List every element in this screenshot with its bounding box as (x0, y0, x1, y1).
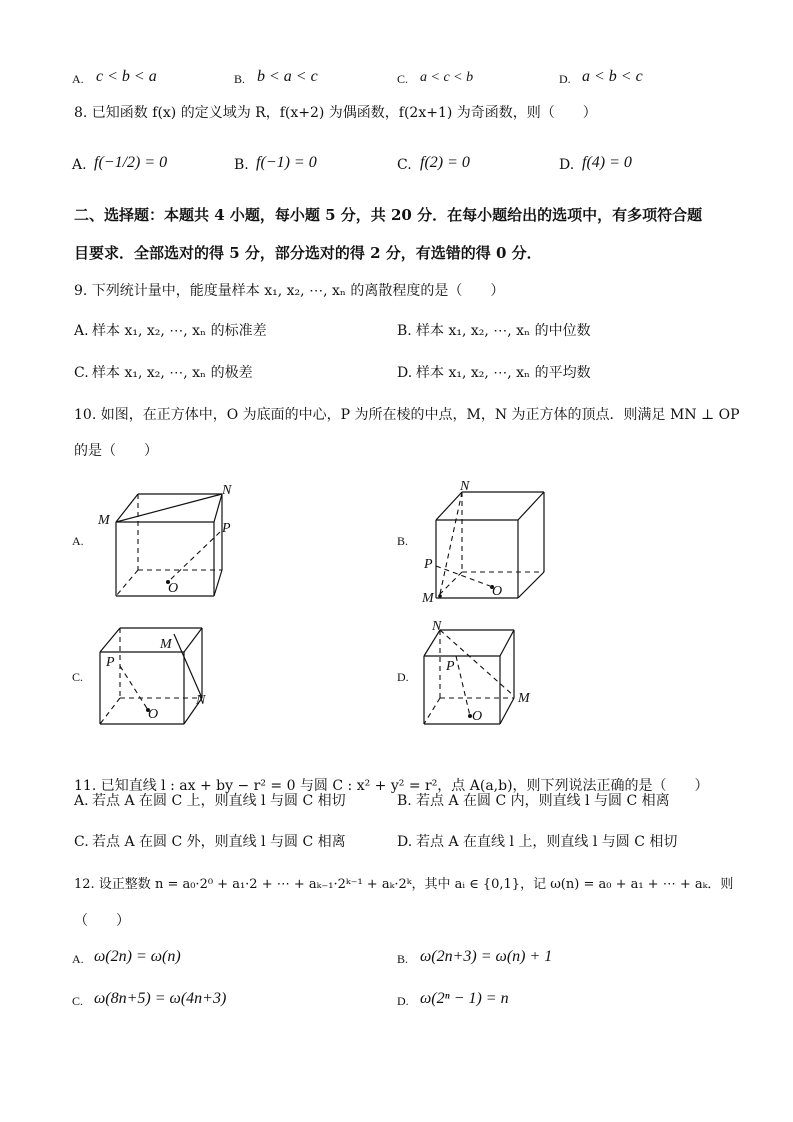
q11-option-d-text: 若点 A 在直线 l 上，则直线 l 与圆 C 相切 (416, 834, 678, 850)
label-o: O (492, 584, 503, 599)
q11-option-a-text: 若点 A 在圆 C 上，则直线 l 与圆 C 相切 (92, 793, 346, 809)
q10-cube-figure-c (90, 620, 240, 730)
q12-option-c-letter: C. (72, 994, 84, 1008)
q8-option-a-letter: A. (72, 157, 87, 173)
q8-option-d-letter: D. (559, 157, 575, 173)
q9-option-d-text: 样本 x₁, x₂, ⋯, xₙ 的平均数 (416, 365, 591, 381)
label-p: P (446, 659, 455, 674)
q12-option-d-letter: D. (397, 994, 409, 1008)
q10-cube-figure-a (90, 480, 250, 605)
q9-option-d: D. (397, 365, 413, 381)
q10-stem-line1: 10. 如图，在正方体中，O 为底面的中心，P 为所在棱的中点，M，N 为正方体的顶点．则满足 MN ⊥ OP (74, 407, 740, 423)
label-n: N (460, 479, 470, 494)
label-m: M (422, 591, 434, 606)
q8-option-b-letter: B. (234, 157, 249, 173)
q8-option-d-text: f(4) = 0 (582, 154, 632, 171)
q12-stem-line1: 12. 设正整数 n = a₀·2⁰ + a₁·2 + ⋯ + aₖ₋₁·2ᵏ⁻¹ + aₖ·2ᵏ，其中 aᵢ ∈ {0,1}，记 ω(n) = a₀ + a₁ + ⋯ + aₖ．则 (74, 877, 734, 892)
label-p: P (424, 557, 433, 572)
q10-figure-a-letter: A. (72, 534, 84, 548)
q10-cube-figure-d (410, 616, 560, 726)
q9-option-a: A. (74, 323, 89, 339)
label-o: O (168, 581, 179, 596)
q11-option-a: A. (74, 793, 89, 809)
q12-option-c-text: ω(8n+5) = ω(4n+3) (94, 990, 227, 1007)
label-m: M (98, 513, 110, 528)
q7-option-c-letter: C. (397, 72, 409, 86)
label-n: N (432, 619, 442, 634)
q7-option-d-text: a < b < c (582, 68, 643, 85)
label-p: P (106, 655, 115, 670)
q7-option-b-letter: B. (234, 72, 246, 86)
label-o: O (148, 707, 159, 722)
q9-option-a-text: 样本 x₁, x₂, ⋯, xₙ 的标准差 (92, 323, 267, 339)
q11-option-b-text: 若点 A 在圆 C 内，则直线 l 与圆 C 相离 (416, 793, 670, 809)
label-m: M (518, 691, 530, 706)
q10-figure-d-letter: D. (397, 670, 409, 684)
q10-figure-c-letter: C. (72, 670, 84, 684)
label-n: N (222, 483, 232, 498)
q12-option-d-text: ω(2ⁿ − 1) = n (420, 990, 509, 1007)
label-n: N (196, 693, 206, 708)
q12-option-a-letter: A. (72, 952, 84, 966)
q9-stem: 9. 下列统计量中，能度量样本 x₁, x₂, ⋯, xₙ 的离散程度的是（ ） (74, 283, 505, 299)
q11-option-d: D. (397, 834, 413, 850)
label-o: O (472, 709, 483, 724)
q11-option-b: B. (397, 793, 412, 809)
q11-option-c-text: 若点 A 在圆 C 外，则直线 l 与圆 C 相离 (92, 834, 346, 850)
q9-option-b-text: 样本 x₁, x₂, ⋯, xₙ 的中位数 (416, 323, 591, 339)
q12-option-a-text: ω(2n) = ω(n) (94, 948, 181, 965)
q7-option-b-text: b < a < c (257, 68, 318, 85)
q8-option-a-text: f(−1/2) = 0 (94, 154, 168, 171)
q8-option-b-text: f(−1) = 0 (256, 154, 317, 171)
q7-option-a-text: c < b < a (96, 68, 157, 85)
q12-option-b-letter: B. (397, 952, 409, 966)
q9-option-b: B. (397, 323, 412, 339)
q8-option-c-letter: C. (397, 157, 412, 173)
q9-option-c-text: 样本 x₁, x₂, ⋯, xₙ 的极差 (92, 365, 253, 381)
section2-heading-line1: 二、选择题：本题共 4 小题，每小题 5 分，共 20 分．在每小题给出的选项中，有多项符合题 (74, 206, 703, 224)
label-p: P (222, 521, 231, 536)
q10-stem-line2: 的是（ ） (74, 443, 158, 459)
q8-stem: 8. 已知函数 f(x) 的定义域为 R，f(x+2) 为偶函数，f(2x+1) 为奇函数，则（ ） (74, 105, 597, 121)
q7-option-c-text: a < c < b (420, 70, 474, 85)
q9-option-c: C. (74, 365, 89, 381)
q10-cube-figure-b (420, 478, 560, 606)
q12-stem-line2: （ ） (74, 913, 130, 929)
q12-option-b-text: ω(2n+3) = ω(n) + 1 (420, 948, 553, 965)
label-m: M (160, 637, 172, 652)
q11-option-c: C. (74, 834, 89, 850)
section2-heading-line2: 目要求．全部选对的得 5 分，部分选对的得 2 分，有选错的得 0 分． (74, 244, 542, 262)
q8-option-c-text: f(2) = 0 (420, 154, 470, 171)
q10-figure-b-letter: B. (397, 534, 409, 548)
q11-stem: 11. 已知直线 l : ax + by − r² = 0 与圆 C : x² + y² = r²，点 A(a,b)，则下列说法正确的是（ ） (74, 778, 709, 794)
q7-option-a-letter: A. (72, 72, 84, 86)
q7-option-d-letter: D. (559, 72, 571, 86)
